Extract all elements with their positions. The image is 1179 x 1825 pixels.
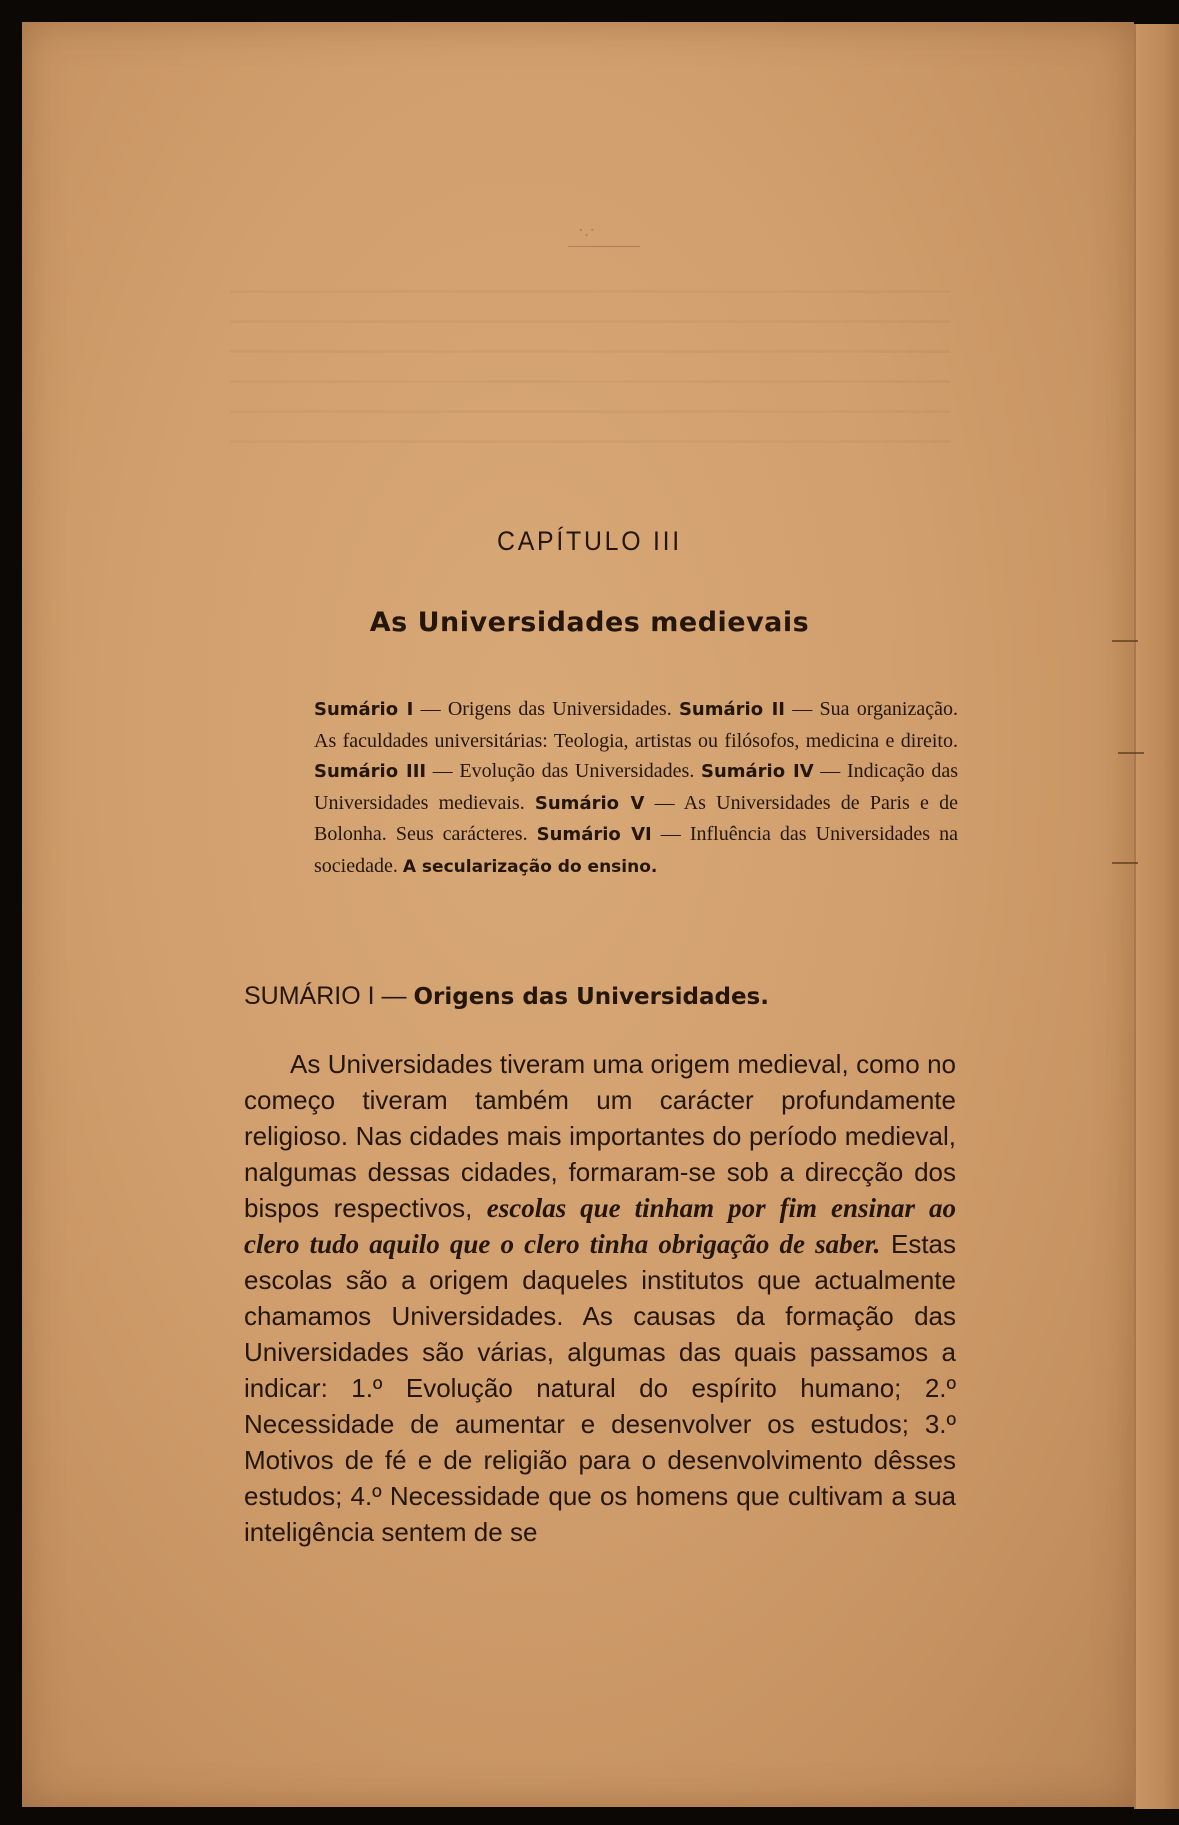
section-title: Origens das Universidades. [413,984,769,1010]
chapter-summary [314,694,958,882]
chapter-title: CAPÍTULO III [497,526,682,556]
summary-keyword: Sumário II [678,699,785,720]
summary-text: — Indicação das Universidades medievais. [314,760,958,814]
bleed-through-text [230,290,950,470]
summary-keyword: Sumário V [534,792,645,814]
summary-text: — Evolução das Universidades. [426,760,701,782]
summary-keyword: Sumário III [314,761,427,782]
next-page-edge [1134,24,1179,1809]
summary-keyword: Sumário VI [536,824,652,845]
binding-mark [1112,640,1138,642]
body-paragraph [244,1046,956,1550]
summary-text: — Influência das Universidades na sociedade. [314,823,958,877]
summary-text: — As Universidades de Paris e de Bolonha. Seus carácteres. [314,791,958,845]
summary-text: — Sua organização. As faculdades universitárias: Teologia, artistas ou filósofos, medicina e direito. [314,698,958,752]
chapter-subtitle: As Universidades medievais [369,607,810,638]
summary-keyword: Sumário IV [700,761,814,782]
binding-mark [1112,862,1138,864]
bleed-through-page-number: ·.· [568,220,640,247]
summary-text: — Origens das Universidades. [413,698,679,720]
section-heading [244,982,769,1011]
body-text-italic: escolas que tinham por fim ensinar ao clero tudo aquilo que o clero tinha obrigação de saber. [244,1193,956,1259]
body-text: As Universidades tiveram uma origem medieval, como no começo tiveram também um carácter profundamente religioso. Nas cidades mais importantes do período medieval, nalgumas dessas cidades, formaram-se sob a direcção dos bispos respectivos, [244,1049,956,1223]
summary-text-bold: A secularização do ensino. [402,856,658,877]
body-text: Estas escolas são a origem daqueles institutos que actualmente chamamos Universidades. As causas da formação das Universidades são várias, algumas das quais passamos a indicar: 1.º Evolução natural do espírito humano; 2.º Necessidade de aumentar e desenvolver os estudos; 3.º Motivos de fé e de religião para o desenvolvimento dêsses estudos; 4.º Necessidade que os homens que cultivam a sua inteligência sentem de se [244,1229,956,1547]
binding-mark [1118,752,1144,754]
summary-keyword: Sumário I [314,699,414,720]
section-label: SUMÁRIO I — [244,982,414,1010]
